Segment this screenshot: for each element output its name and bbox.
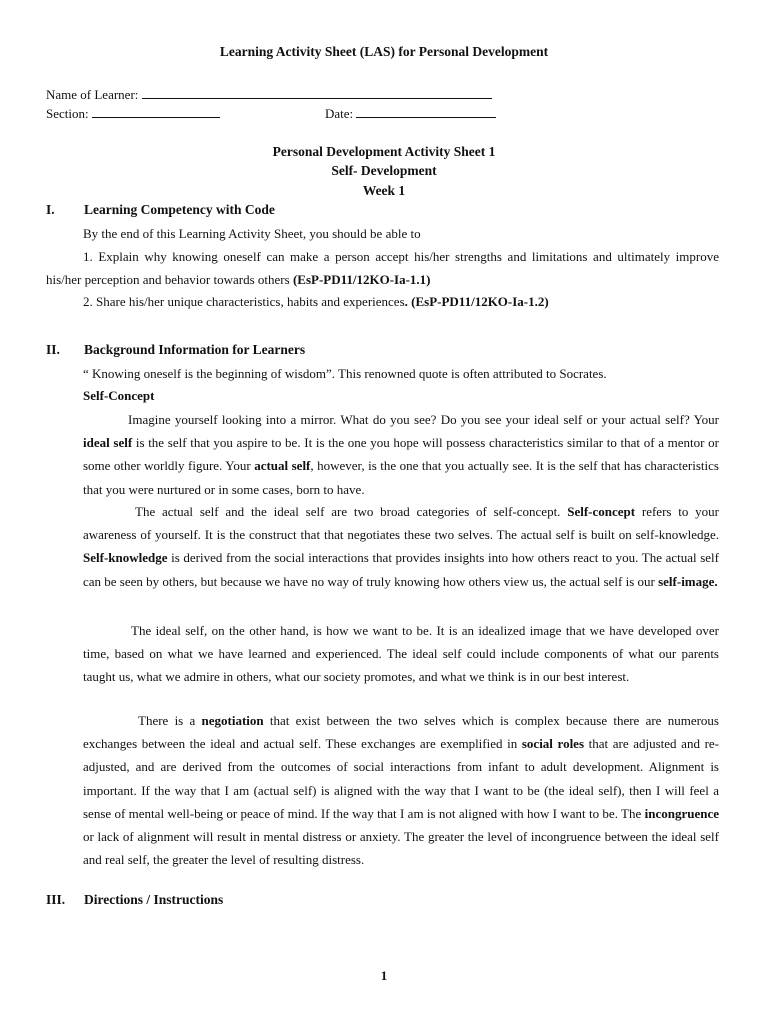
paragraph-3: The ideal self, on the other hand, is how we want to be. It is an idealized image that we have developed over time, based on what we have learned and experienced. The ideal self could include components of what our parents taught us, what we admire in others, what our society promotes, and what we think is in our best interest. xyxy=(83,623,719,685)
sheet-title: Personal Development Activity Sheet 1 xyxy=(272,144,496,159)
document-title: Learning Activity Sheet (LAS) for Personal Development xyxy=(219,44,549,59)
p4-term-negotiation: negotiation xyxy=(201,713,264,728)
date-label: Date: xyxy=(325,106,354,121)
sheet-week: Week 1 xyxy=(362,183,406,198)
paragraph-1 xyxy=(83,408,719,501)
p1-term-actual-self: actual self xyxy=(254,458,311,474)
p4-text-e: that are adjusted and re-adjusted, and are derived from the outcomes of social interactions from infant to adult development. Alignment is important. If the way that I am (actual self) is aligned with the way that I want to be (the ideal self), then I will feel a sense of mental well-being or peace of mind. If the way that I am is not aligned with how I want to be. The xyxy=(83,736,719,821)
competency-item-1-text: 1. Explain why knowing oneself can make a person accept his/her strengths and limitations and ultimately improve his/her perception and behavior towards others xyxy=(46,249,719,288)
paragraph-2 xyxy=(83,500,719,593)
p2-text-e: is derived from the social interactions that provides insights into how others react to you. The actual self can be seen by others, but because we have no way of truly knowing how others view us, the actual self is our xyxy=(83,550,719,589)
section-label: Section: xyxy=(46,106,89,121)
self-concept-subheading: Self-Concept xyxy=(83,388,155,403)
competency-item-1 xyxy=(46,245,719,291)
p2-text-a: The actual self and the ideal self are two broad categories of self-concept. xyxy=(135,504,568,519)
p4-text-a: There is a xyxy=(138,713,202,728)
p4-term-incongruence: incongruence xyxy=(644,805,719,821)
section-2-title: Background Information for Learners xyxy=(84,342,306,357)
section-field xyxy=(46,105,220,122)
section-1-number: I. xyxy=(46,202,55,217)
p2-term-self-knowledge: Self-knowledge xyxy=(83,550,168,566)
competency-item-2 xyxy=(83,294,549,310)
p2-text-c: refers to your awareness of yourself. It is the construct that that negotiates these two selves. The actual self is built on self-knowledge. xyxy=(83,504,719,543)
name-blank-line[interactable] xyxy=(142,86,492,99)
p1-text-c: is the self that you aspire to be. It is the one you hope will possess characteristics similar to that of a mentor or some other worldly figure. Your xyxy=(83,435,719,474)
p4-term-social-roles: social roles xyxy=(521,736,585,752)
socrates-quote: “ Knowing oneself is the beginning of wisdom”. This renowned quote is often attributed to Socrates. xyxy=(83,366,607,381)
competency-intro: By the end of this Learning Activity Sheet, you should be able to xyxy=(83,226,421,241)
section-3-number: III. xyxy=(46,892,66,907)
section-2-number: II. xyxy=(46,342,60,357)
page-number: 1 xyxy=(380,968,388,983)
paragraph-4 xyxy=(83,709,719,871)
section-blank-line[interactable] xyxy=(92,105,220,118)
competency-item-2-code: . (EsP-PD11/12KO-Ia-1.2) xyxy=(404,294,549,309)
name-label: Name of Learner: xyxy=(46,87,139,102)
competency-item-2-text: 2. Share his/her unique characteristics, habits and experiences xyxy=(83,294,405,309)
section-3-title: Directions / Instructions xyxy=(84,892,224,907)
date-field xyxy=(325,105,496,122)
section-1-title: Learning Competency with Code xyxy=(84,202,275,217)
sheet-topic: Self- Development xyxy=(331,163,437,178)
p2-term-self-image: self-image. xyxy=(658,573,718,589)
p4-text-c: that exist between the two selves which is complex because there are numerous exchanges between the ideal and actual self. These exchanges are exemplified in xyxy=(83,713,719,752)
competency-item-1-code: (EsP-PD11/12KO-Ia-1.1) xyxy=(292,272,431,288)
p2-term-self-concept: Self-concept xyxy=(567,504,636,519)
p1-text-a: Imagine yourself looking into a mirror. What do you see? Do you see your ideal self or your actual self? Your xyxy=(128,412,719,427)
p4-text-g: or lack of alignment will result in mental distress or anxiety. The greater the level of incongruence between the ideal self and real self, the greater the level of resulting distress. xyxy=(83,829,719,868)
name-of-learner-field xyxy=(46,86,492,103)
p1-term-ideal-self: ideal self xyxy=(83,435,133,451)
date-blank-line[interactable] xyxy=(356,105,496,118)
p1-text-e: , however, is the one that you actually see. It is the self that has characteristics that you were nurtured or in some cases, born to have. xyxy=(83,458,719,497)
